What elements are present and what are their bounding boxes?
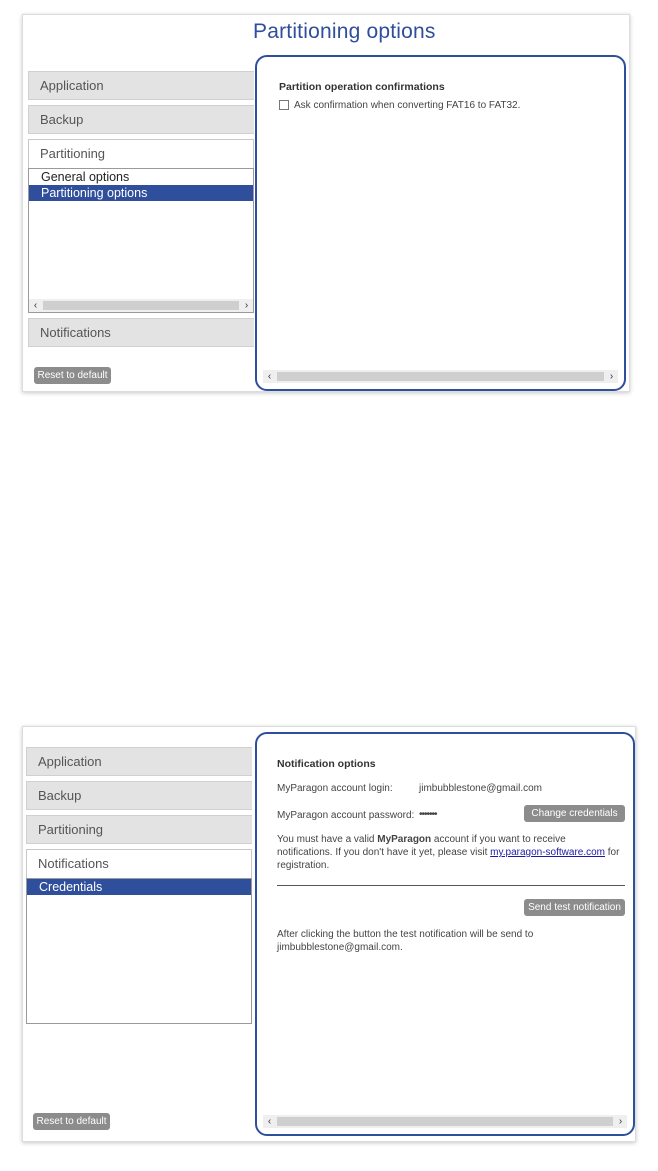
content-area xyxy=(255,732,635,1136)
scroll-right-icon[interactable]: › xyxy=(618,1116,623,1127)
send-test-notification-button[interactable]: Send test notification xyxy=(524,899,625,916)
test-notification-info: After clicking the button the test notification will be send to jimbubblestone@gmail.com. xyxy=(277,929,534,953)
checkbox-label: Ask confirmation when converting FAT16 to FAT32. xyxy=(294,100,521,111)
scrollbar-thumb[interactable] xyxy=(277,1117,613,1126)
nav-tab-notifications[interactable]: Notifications xyxy=(28,318,254,347)
nav-tab-application[interactable]: Application xyxy=(26,747,252,776)
nav-tab-notifications[interactable]: Notifications xyxy=(26,849,252,878)
section-divider xyxy=(277,885,625,886)
nav-tab-application[interactable]: Application xyxy=(28,71,254,100)
section-heading: Partition operation confirmations xyxy=(279,81,445,93)
page-title: Partitioning options xyxy=(253,20,436,43)
nav-tab-partitioning[interactable]: Partitioning xyxy=(28,139,254,168)
scrollbar-thumb[interactable] xyxy=(277,372,604,381)
options-tree xyxy=(26,878,252,1024)
tree-item-general-options[interactable]: General options xyxy=(41,170,130,184)
settings-panel-partitioning xyxy=(22,14,630,392)
scroll-left-icon[interactable]: ‹ xyxy=(267,371,272,382)
password-label: MyParagon account password: xyxy=(277,810,415,821)
scroll-right-icon[interactable]: › xyxy=(609,371,614,382)
reset-to-default-button[interactable]: Reset to default xyxy=(33,1113,110,1130)
scroll-right-icon[interactable]: › xyxy=(244,300,249,311)
nav-tab-partitioning[interactable]: Partitioning xyxy=(26,815,252,844)
nav-tab-backup[interactable]: Backup xyxy=(26,781,252,810)
fat16-fat32-confirmation-checkbox[interactable] xyxy=(279,100,289,110)
registration-info: You must have a valid MyParagon account if you want to receive notifications. If you don't have it yet, please visit my.paragon-software.com for registration. xyxy=(277,834,620,871)
reset-to-default-button[interactable]: Reset to default xyxy=(34,367,111,384)
nav-tab-backup[interactable]: Backup xyxy=(28,105,254,134)
tree-item-credentials[interactable]: Credentials xyxy=(27,879,251,895)
section-heading: Notification options xyxy=(277,758,376,770)
change-credentials-button[interactable]: Change credentials xyxy=(524,805,625,822)
content-horizontal-scrollbar[interactable] xyxy=(263,370,618,383)
tree-horizontal-scrollbar[interactable] xyxy=(29,299,253,312)
scroll-left-icon[interactable]: ‹ xyxy=(33,300,38,311)
scroll-left-icon[interactable]: ‹ xyxy=(267,1116,272,1127)
login-value: jimbubblestone@gmail.com xyxy=(419,783,542,794)
settings-panel-notifications xyxy=(22,726,636,1142)
options-tree xyxy=(28,168,254,313)
paragon-registration-link[interactable]: my.paragon-software.com xyxy=(490,847,605,858)
login-label: MyParagon account login: xyxy=(277,783,393,794)
myparagon-bold: MyParagon xyxy=(377,834,432,845)
content-area xyxy=(255,55,626,391)
tree-item-partitioning-options[interactable]: Partitioning options xyxy=(29,185,253,201)
scrollbar-thumb[interactable] xyxy=(43,301,239,310)
password-value: ••••••• xyxy=(419,809,437,820)
content-horizontal-scrollbar[interactable] xyxy=(263,1115,627,1128)
